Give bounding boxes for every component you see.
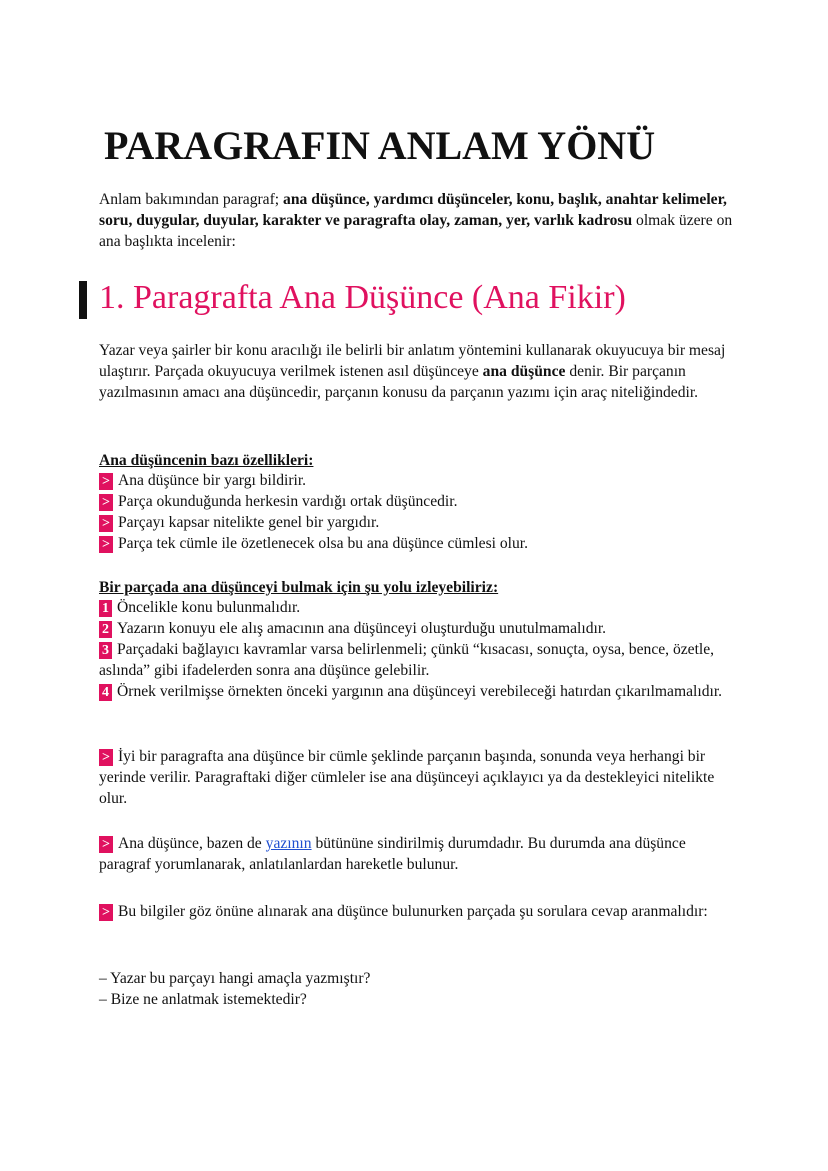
list-item [99,618,739,639]
section-heading: 1. Paragrafta Ana Düşünce (Ana Fikir) [99,279,626,316]
list-item-text: Ana düşünce bir yargı bildirir. [117,472,307,489]
arrow-marker-icon: > [99,536,113,553]
list-item-text: Parça okunduğunda herkesin vardığı ortak düşüncedir. [117,493,458,510]
step-number-badge: 2 [99,621,112,638]
definition-bold-term: ana düşünce [482,363,566,380]
features-heading: Ana düşüncenin bazı özellikleri: [99,452,314,469]
question-line-2: – Bize ne anlatmak istemektedir? [99,991,307,1008]
list-item [99,597,739,618]
note-text-3: Bu bilgiler göz önüne alınarak ana düşünce bulunurken parçada şu sorulara cevap aranmalıdır: [117,903,708,920]
note-text-1: İyi bir paragrafta ana düşünce bir cümle şeklinde parçanın başında, sonunda veya herhangi bir yerinde verilir. Paragraftaki diğer cümleler ise ana düşünceyi açıklayıcı ya da destekleyici nitelikte olur. [99,748,715,807]
intro-text-1: Anlam bakımından paragraf; [99,191,284,208]
intro-paragraph [99,189,739,252]
yazinin-link[interactable]: yazının [265,835,312,852]
arrow-marker-icon: > [99,473,113,490]
steps-heading: Bir parçada ana düşünceyi bulmak için şu yolu izleyebiliriz: [99,579,499,596]
definition-paragraph [99,340,739,403]
note-paragraph-1 [99,746,739,809]
note-text-2b: bütününe sindirilmiş durumdadır. Bu durumda ana düşünce paragraf yorumlanarak, anlatılanlardan hareketle bulunur. [99,835,686,873]
arrow-marker-icon: > [99,836,113,853]
definition-text-2: denir. Bir parçanın yazılmasının amacı ana düşüncedir, parçanın konusu da parçanın yazımı için araç niteliğindedir. [99,363,699,401]
list-item [99,681,739,702]
note-text-2a: Ana düşünce, bazen de [117,835,266,852]
list-item-text: Parçayı kapsar nitelikte genel bir yargıdır. [117,514,380,531]
step-number-badge: 1 [99,600,112,617]
definition-text-1: Yazar veya şairler bir konu aracılığı ile belirli bir anlatım yöntemini kullanarak okuyucuya bir mesaj ulaştırır. Parçada okuyucuya verilmek istenen asıl düşünceye [99,342,726,380]
list-item [99,639,739,681]
step-number-badge: 3 [99,642,112,659]
note-paragraph-2 [99,833,739,875]
list-item-text: Yazarın konuyu ele alış amacının ana düşünceyi oluşturduğu unutulmamalıdır. [117,620,607,637]
list-item [99,491,739,512]
arrow-marker-icon: > [99,515,113,532]
intro-bold-topics: ana düşünce, yardımcı düşünceler, konu, başlık, anahtar kelimeler, soru, duygular, duyular, karakter ve paragrafta olay, zaman, yer, varlık kadrosu [99,191,727,229]
arrow-marker-icon: > [99,749,113,766]
list-item-text: Öncelikle konu bulunmalıdır. [117,599,301,616]
note-paragraph-3 [99,901,739,922]
section-bar-marker [79,281,87,319]
features-list [99,470,739,554]
page-title: PARAGRAFIN ANLAM YÖNÜ [104,123,656,168]
list-item [99,533,739,554]
arrow-marker-icon: > [99,904,113,921]
list-item-text: Örnek verilmişse örnekten önceki yargının ana düşünceyi verebileceği hatırdan çıkarılmamalıdır. [117,683,723,700]
list-item [99,470,739,491]
question-line-1: – Yazar bu parçayı hangi amaçla yazmıştır? [99,970,371,987]
list-item-text: Parça tek cümle ile özetlenecek olsa bu ana düşünce cümlesi olur. [117,535,529,552]
arrow-marker-icon: > [99,494,113,511]
list-item [99,512,739,533]
step-number-badge: 4 [99,684,112,701]
intro-text-2: olmak üzere on ana başlıkta incelenir: [99,212,733,250]
steps-list [99,597,739,702]
list-item-text: Parçadaki bağlayıcı kavramlar varsa belirlenmeli; çünkü “kısacası, sonuçta, oysa, bence, özetle, aslında” gibi ifadelerden sonra ana düşünce gelebilir. [99,641,715,679]
